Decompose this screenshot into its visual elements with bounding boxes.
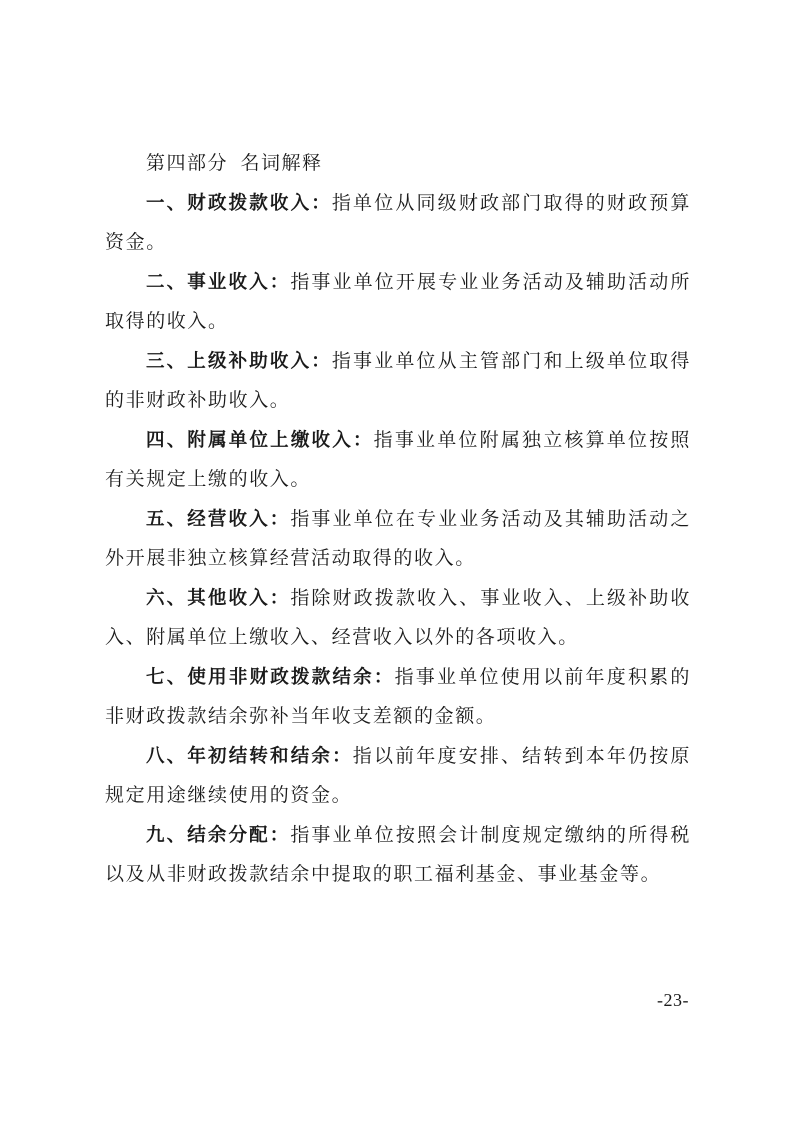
definition-term: 五、经营收入：: [146, 508, 291, 529]
definition-text: 指事业单位开展专业业务活动及辅助活动所取得的收入。: [105, 272, 691, 332]
definition-text: 指事业单位按照会计制度规定缴纳的所得税以及从非财政拨款结余中提取的职工福利基金、事业基金等。: [105, 825, 691, 885]
definition-text: 指单位从同级财政部门取得的财政预算资金。: [105, 193, 691, 253]
definition-text: 指以前年度安排、结转到本年仍按原规定用途继续使用的资金。: [105, 746, 691, 806]
definition-term: 九、结余分配：: [146, 824, 291, 845]
definition-text: 指除财政拨款收入、事业收入、上级补助收入、附属单位上缴收入、经营收入以外的各项收入。: [105, 588, 691, 648]
definition-item-3: [105, 341, 691, 420]
definition-item-7: [105, 657, 691, 736]
definition-term: 八、年初结转和结余：: [146, 745, 353, 766]
definition-term: 七、使用非财政拨款结余：: [146, 666, 395, 687]
definition-text: 指事业单位使用以前年度积累的非财政拨款结余弥补当年收支差额的金额。: [105, 667, 691, 727]
document-body: [105, 144, 691, 894]
definition-item-8: [105, 736, 691, 815]
definition-item-2: [105, 262, 691, 341]
definition-item-1: [105, 183, 691, 262]
definition-item-6: [105, 578, 691, 657]
definition-text: 指事业单位附属独立核算单位按照有关规定上缴的收入。: [105, 430, 691, 490]
definition-term: 一、财政拨款收入：: [146, 192, 332, 213]
definition-term: 二、事业收入：: [146, 271, 291, 292]
definition-item-5: [105, 499, 691, 578]
definition-text: 指事业单位在专业业务活动及其辅助活动之外开展非独立核算经营活动取得的收入。: [105, 509, 691, 569]
definition-item-9: [105, 815, 691, 894]
definition-text: 指事业单位从主管部门和上级单位取得的非财政补助收入。: [105, 351, 691, 411]
definition-term: 三、上级补助收入：: [146, 350, 332, 371]
definition-term: 六、其他收入：: [146, 587, 291, 608]
definition-term: 四、附属单位上缴收入：: [146, 429, 374, 450]
definition-item-4: [105, 420, 691, 499]
section-title: 第四部分 名词解释: [146, 153, 323, 174]
page-number: -23-: [657, 990, 689, 1010]
